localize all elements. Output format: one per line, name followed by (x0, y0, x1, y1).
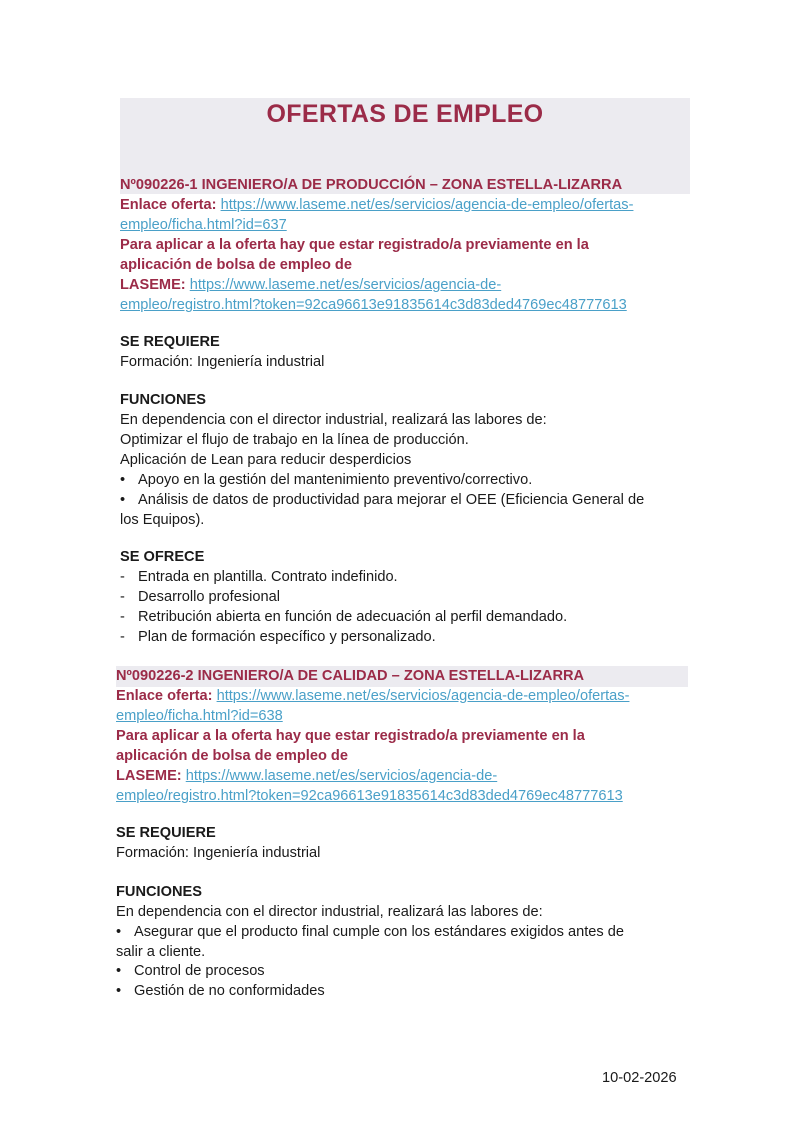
offer-1-function-bullet: • Análisis de datos de productividad para mejorar el OEE (Eficiencia General de (120, 492, 645, 508)
offer-1-register-link-cont[interactable]: empleo/registro.html?token=92ca96613e91835614c3d83ded4769ec48777613 (120, 297, 627, 313)
offer-2-function-bullet: • Control de procesos (116, 963, 265, 979)
offer-1-link-cont[interactable]: empleo/ficha.html?id=637 (120, 217, 287, 233)
offer-1-heading: Nº090226-1 INGENIERO/A DE PRODUCCIÓN – ZONA ESTELLA-LIZARRA (120, 177, 623, 193)
offer-1-requires-text: Formación: Ingeniería industrial (120, 354, 325, 370)
offer-2-requires-text: Formación: Ingeniería industrial (116, 845, 321, 861)
offer-2-function-bullet: • Gestión de no conformidades (116, 983, 325, 999)
offer-1-offer-item: - Desarrollo profesional (120, 589, 280, 605)
offer-2-link[interactable]: https://www.laseme.net/es/servicios/agencia-de-empleo/ofertas- (216, 688, 630, 704)
offer-1-link[interactable]: https://www.laseme.net/es/servicios/agencia-de-empleo/ofertas- (220, 197, 634, 213)
offer-2-function-bullet: • Asegurar que el producto final cumple con los estándares exigidos antes de (116, 924, 625, 940)
offer-1-offer-item: - Retribución abierta en función de adecuación al perfil demandado. (120, 609, 568, 625)
offer-1-register-line-2 (120, 295, 627, 315)
offer-1-function-item: Aplicación de Lean para reducir desperdicios (120, 452, 412, 468)
offer-1-link-line-2 (120, 215, 287, 235)
document-date: 10-02-2026 (602, 1070, 677, 1086)
offer-2-functions-intro: En dependencia con el director industrial, realizará las labores de: (116, 904, 543, 920)
offer-1-offer-item: - Plan de formación específico y personalizado. (120, 629, 436, 645)
offer-2-requires-title: SE REQUIERE (116, 825, 216, 841)
offer-2-functions-title: FUNCIONES (116, 884, 202, 900)
offer-1-apply-text-2: aplicación de bolsa de empleo de (120, 257, 352, 273)
offer-2-laseme-label: LASEME: (116, 768, 182, 784)
offer-1-functions-title: FUNCIONES (120, 392, 206, 408)
offer-2-link-cont[interactable]: empleo/ficha.html?id=638 (116, 708, 283, 724)
page-title: OFERTAS DE EMPLEO (266, 100, 544, 128)
offer-1-function-bullet-cont: los Equipos). (120, 512, 205, 528)
offer-1-offer-item: - Entrada en plantilla. Contrato indefinido. (120, 569, 398, 585)
offer-1-requires-title: SE REQUIERE (120, 334, 220, 350)
offer-2-register-link[interactable]: https://www.laseme.net/es/servicios/agencia-de- (185, 768, 498, 784)
offer-2-register-line (116, 766, 497, 786)
offer-1-apply-text: Para aplicar a la oferta hay que estar registrado/a previamente en la (120, 237, 589, 253)
offer-1-laseme-label: LASEME: (120, 277, 186, 293)
offer-1-register-line (120, 275, 501, 295)
offer-1-function-bullet: • Apoyo en la gestión del mantenimiento preventivo/correctivo. (120, 472, 533, 488)
offer-1-register-link[interactable]: https://www.laseme.net/es/servicios/agencia-de- (189, 277, 502, 293)
offer-1-functions-intro: En dependencia con el director industrial, realizará las labores de: (120, 412, 547, 428)
offer-2-heading: Nº090226-2 INGENIERO/A DE CALIDAD – ZONA ESTELLA-LIZARRA (116, 668, 585, 684)
offer-2-register-link-cont[interactable]: empleo/registro.html?token=92ca96613e91835614c3d83ded4769ec48777613 (116, 788, 623, 804)
offer-1-link-label: Enlace oferta: (120, 197, 217, 213)
offer-2-register-line-2 (116, 786, 623, 806)
offer-1-link-line (120, 195, 633, 215)
offer-2-link-label: Enlace oferta: (116, 688, 213, 704)
offer-2-function-bullet-cont: salir a cliente. (116, 944, 206, 960)
offer-1-function-item: Optimizar el flujo de trabajo en la línea de producción. (120, 432, 469, 448)
offer-2-link-line (116, 686, 629, 706)
offer-2-apply-text: Para aplicar a la oferta hay que estar registrado/a previamente en la (116, 728, 585, 744)
offer-1-offers-title: SE OFRECE (120, 549, 205, 565)
offer-2-link-line-2 (116, 706, 283, 726)
offer-2-apply-text-2: aplicación de bolsa de empleo de (116, 748, 348, 764)
